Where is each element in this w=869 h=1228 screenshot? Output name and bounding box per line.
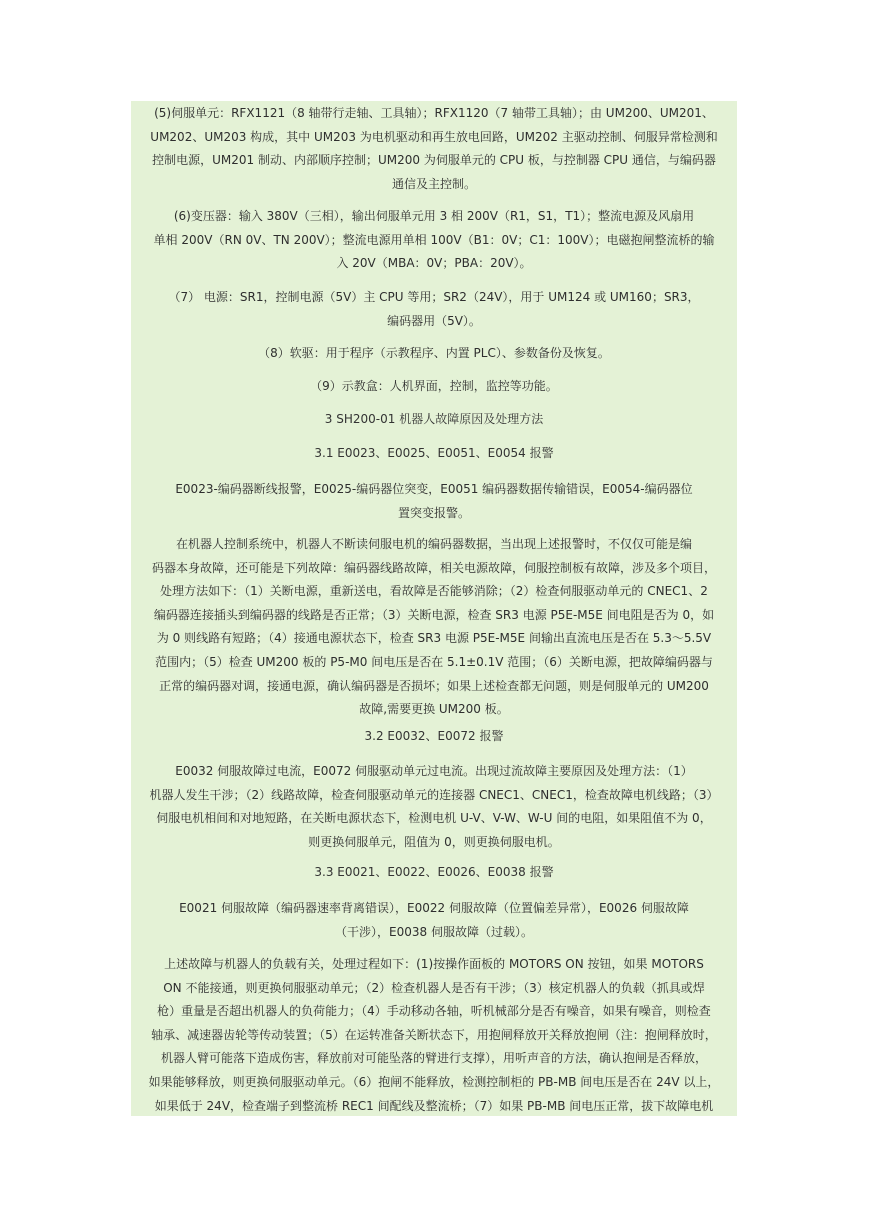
- document-page: [131, 101, 737, 1116]
- paragraph-floppy-drive: （8）软驱：用于程序（示教程序、内置 PLC）、参数备份及恢复。: [258, 346, 610, 360]
- paragraph-3-3-procedure: 上述故障与机器人的负载有关，处理过程如下：(1)按操作面板的 MOTORS ON 按钮，如果 MOTORS ON 不能接通，则更换伺服驱动单元；（2）检查机器人是否有干涉；（3）核定机器人的负载（抓具或焊 枪）重量是否超出机器人的负荷能力；（4）手动移动各轴，听机械部分是否有噪音，如果有噪音，则检查 轴承、减速器齿轮等传动装置；（5）在运转准备关断状态下，用抱闸释放开关释放抱闸（注：抱闸释放时， 机器人臂可能落下造成伤害，释放前对可能坠落的臂进行支撑），用听声音的方法，确认抱闸是否释放， 如果能够释放，则更换伺服驱动单元。（6）抱闸不能释放，检测控制柜的 PB-MB 间电压是否在 24V 以上， 如果低于 24V，检查端子到整流桥 REC1 间配线及整流桥；（7）如果 PB-MB 间电压正常，拔下故障电机: [148, 957, 720, 1113]
- paragraph-3-1-procedure: 在机器人控制系统中，机器人不断读伺服电机的编码器数据，当出现上述报警时，不仅仅可能是编 码器本身故障，还可能是下列故障：编码器线路故障，相关电源故障，伺服控制板有故障，涉及多个项目， 处理方法如下：（1）关断电源，重新送电，看故障是否能够消除；（2）检查伺服驱动单元的 CNEC1、2 编码器连接插头到编码器的线路是否正常；（3）关断电源，检查 SR3 电源 P5E-M5E 间电阻是否为 0，如 为 0 则线路有短路；（4）接通电源状态下，检查 SR3 电源 P5E-M5E 间输出直流电压是否在 5.3～5.5V 范围内；（5）检查 UM200 板的 P5-M0 间电压是否在 5.1±0.1V 范围；（6）关断电源，把故障编码器与 正常的编码器对调，接通电源，确认编码器是否损坏；如果上述检查都无问题，则是伺服单元的 UM200 故障,需要更换 UM200 板。: [151, 537, 716, 717]
- paragraph-3-3-alarm-list: E0021 伺服故障（编码器速率背离错误），E0022 伺服故障（位置偏差异常），E0026 伺服故障 （干涉），E0038 伺服故障（过载）。: [179, 901, 689, 939]
- section-heading-3-3: 3.3 E0021、E0022、E0026、E0038 报警: [314, 865, 554, 879]
- paragraph-servo-unit: (5)伺服单元：RFX1121（8 轴带行走轴、工具轴）；RFX1120（7 轴带工具轴）；由 UM200、UM201、 UM202、UM203 构成，其中 UM203 为电机驱动和再生放电回路，UM202 主驱动控制、伺服异常检测和 控制电源，UM201 制动、内部顺序控制；UM200 为伺服单元的 CPU 板，与控制器 CPU 通信，与编码器 通信及主控制。: [150, 106, 718, 191]
- paragraph-3-2-procedure: E0032 伺服故障过电流，E0072 伺服驱动单元过电流。出现过流故障主要原因及处理方法：（1） 机器人发生干涉；（2）线路故障，检查伺服驱动单元的连接器 CNEC1、CNEC1，检查故障电机线路；（3） 伺服电机相间和对地短路，在关断电源状态下，检测电机 U-V、V-W、W-U 间的电阻，如果阻值不为 0， 则更换伺服单元，阻值为 0，则更换伺服电机。: [149, 764, 719, 849]
- section-heading-3-2: 3.2 E0032、E0072 报警: [364, 729, 504, 743]
- paragraph-power-supply: （7） 电源：SR1，控制电源（5V）主 CPU 等用；SR2（24V），用于 UM124 或 UM160；SR3， 编码器用（5V）。: [168, 290, 700, 328]
- section-heading-3-1: 3.1 E0023、E0025、E0051、E0054 报警: [314, 446, 554, 460]
- paragraph-teach-pendant: （9）示教盒：人机界面，控制，监控等功能。: [310, 379, 558, 393]
- paragraph-transformer: (6)变压器：输入 380V（三相），输出伺服单元用 3 相 200V（R1，S1，T1）；整流电源及风扇用 单相 200V（RN 0V、TN 200V）；整流电源用单相 100V（B1：0V；C1：100V）；电磁抱闸整流桥的输 入 20V（MBA：0V；PBA：20V）。: [153, 209, 715, 271]
- paragraph-3-1-alarm-list: E0023-编码器断线报警，E0025-编码器位突变，E0051 编码器数据传输错误，E0054-编码器位 置突变报警。: [175, 482, 693, 520]
- section-heading-3: 3 SH200-01 机器人故障原因及处理方法: [324, 412, 544, 426]
